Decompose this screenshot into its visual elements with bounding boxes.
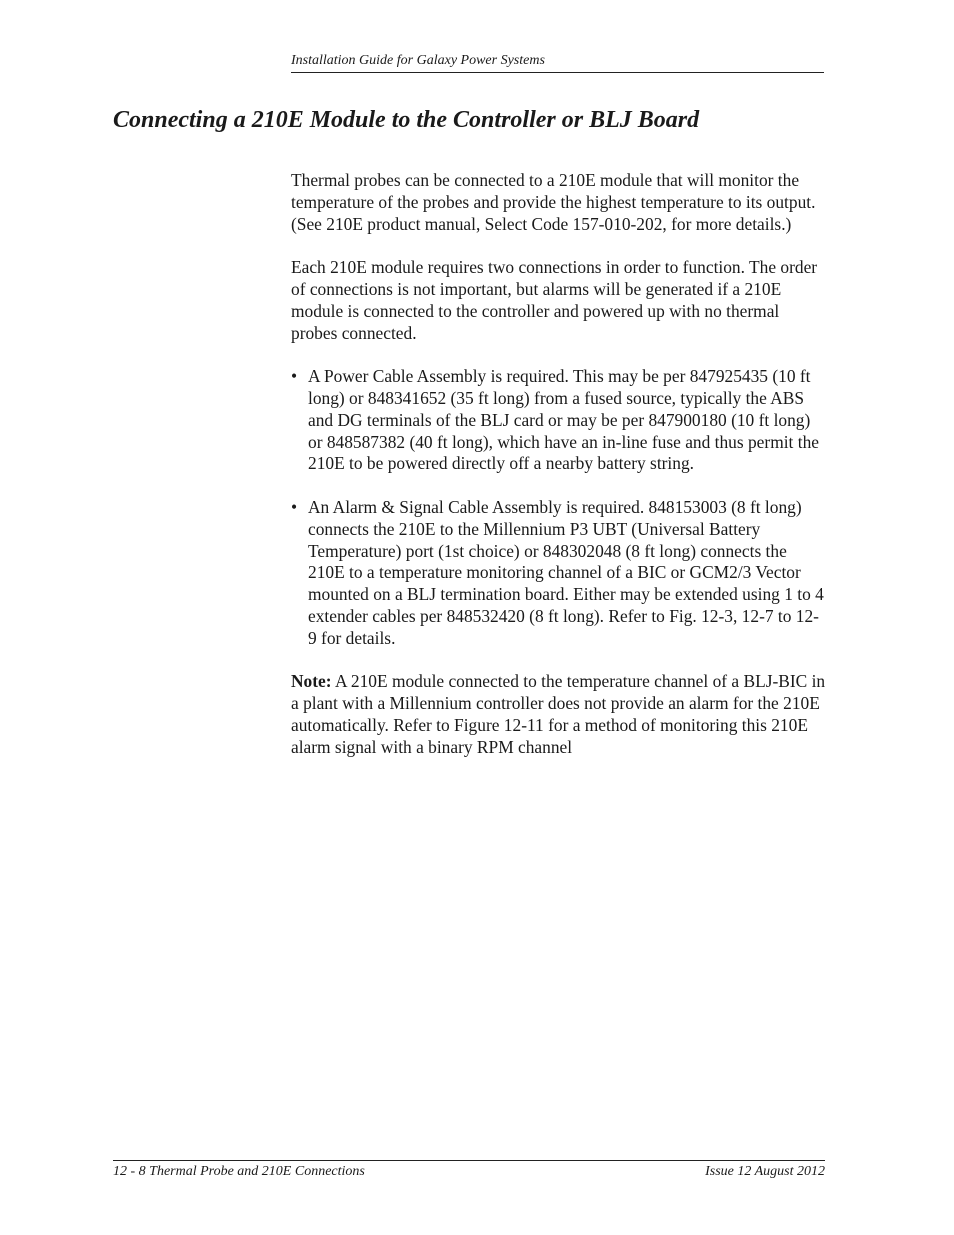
list-item-text: A Power Cable Assembly is required. This may be per 847925435 (10 ft long) or 848341652 (35 ft long) from a fused source, typically the ABS and DG terminals of the BLJ card or may be per 847900180 (10 ft long) or 848587382 (40 ft long), which have an in-line fuse and thus permit the 210E to be powered directly off a nearby battery string. bbox=[308, 366, 819, 474]
bullet-icon: • bbox=[291, 366, 298, 387]
requirements-list bbox=[291, 366, 827, 649]
paragraph-connections: Each 210E module requires two connections in order to function. The order of connections is not important, but alarms will be generated if a 210E module is connected to the controller and powered up with no thermal probes connected. bbox=[291, 257, 818, 343]
running-header: Installation Guide for Galaxy Power Systems bbox=[291, 52, 824, 73]
page-footer bbox=[113, 1160, 825, 1181]
list-item-text: An Alarm & Signal Cable Assembly is required. 848153003 (8 ft long) connects the 210E to the Millennium P3 UBT (Universal Battery Temperature) port (1st choice) or 848302048 (8 ft long) connects the 210E to a temperature monitoring channel of a BIC or GCM2/3 Vector mounted on a BLJ termination board. Either may be extended using 1 to 4 extender cables per 848532420 (8 ft long). Refer to Fig. 12-3, 12-7 to 12-9 for details. bbox=[308, 496, 824, 648]
list-item-power-cable bbox=[291, 366, 827, 475]
footer-page-info: 12 - 8 Thermal Probe and 210E Connections bbox=[113, 1164, 365, 1179]
paragraph-intro: Thermal probes can be connected to a 210E module that will monitor the temperature of the probes and provide the highest temperature to its output. (See 210E product manual, Select Code 157-010-202, for more details.) bbox=[291, 170, 816, 234]
note-label: Note: bbox=[291, 671, 332, 692]
note-paragraph bbox=[291, 671, 827, 758]
list-item-alarm-cable bbox=[291, 497, 827, 650]
section-title: Connecting a 210E Module to the Controller or BLJ Board bbox=[113, 107, 700, 133]
note-text: A 210E module connected to the temperature channel of a BLJ-BIC in a plant with a Millennium controller does not provide an alarm for the 210E automatically. Refer to Figure 12-11 for a method of monitoring this 210E alarm signal with a binary RPM channel bbox=[291, 671, 826, 757]
bullet-icon: • bbox=[291, 496, 298, 517]
footer-issue-date: Issue 12 August 2012 bbox=[705, 1164, 825, 1179]
section-body bbox=[291, 170, 827, 780]
